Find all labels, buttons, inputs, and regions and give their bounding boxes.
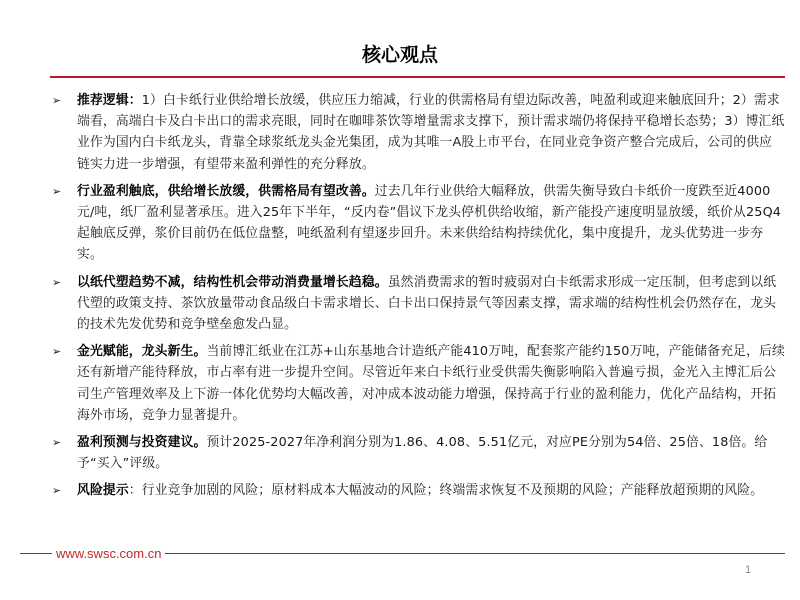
- bullet-heading: 金光赋能，龙头新生。: [77, 344, 207, 360]
- arrow-marker-icon: ➢: [52, 184, 62, 198]
- bullet-text: 当前博汇纸业在江苏+山东基地合计造纸产能410万吨，配套浆产能约150万吨，产能储备充足，后续还有新增产能待释放，市占率有进一步提升空间。尽管近年来白卡纸行业受供需失衡影响陷入普遍亏损，金光入主博汇后公司生产管理效率及上下游一体化优势均大幅改善，对冲成本波动能力增强，保持高于行业的盈利能力，优化产品结构，开拓海外市场，竞争力显著提升。: [77, 344, 785, 423]
- key-points-list: [50, 90, 785, 508]
- arrow-marker-icon: ➢: [52, 436, 62, 450]
- bullet-risk-warning: [50, 480, 785, 501]
- bullet-app-empowerment: [50, 341, 785, 426]
- bullet-industry-profit: [50, 181, 785, 266]
- page-title: 核心观点: [361, 44, 438, 66]
- page-number: 1: [745, 564, 752, 576]
- footer-website-link[interactable]: www.swsc.com.cn: [52, 548, 165, 560]
- arrow-marker-icon: ➢: [52, 94, 62, 107]
- bullet-recommendation-logic: [50, 90, 785, 175]
- bullet-heading: 行业盈利触底，供给增长放缓，供需格局有望改善。: [77, 183, 375, 199]
- bullet-heading: 风险提示: [77, 483, 129, 499]
- bullet-text: 过去几年行业供给大幅释放，供需失衡导致白卡纸价一度跌至近4000元/吨，纸厂盈利显著承压。进入25年下半年，“反内卷”倡议下龙头停机供给收缩，新产能投产速度明显放缓，纸价从25Q4起触底反弹，浆价目前仍在低位盘整，吨纸盈利有望逐步回升。未来供给结构持续优化，集中度提升，龙头优势进一步夯实。: [77, 183, 782, 263]
- bullet-earnings-forecast: [50, 432, 785, 474]
- bullet-heading: 推荐逻辑：: [77, 93, 142, 108]
- arrow-marker-icon: ➢: [52, 484, 62, 498]
- bullet-heading: 以纸代塑趋势不减，结构性机会带动消费量增长趋稳。: [77, 274, 388, 290]
- arrow-marker-icon: ➢: [52, 345, 62, 359]
- bullet-text: 虽然消费需求的暂时疲弱对白卡纸需求形成一定压制，但考虑到以纸代塑的政策支持、茶饮放量带动食品级白卡需求增长、白卡出口保持景气等因素支撑，需求端的结构性机会仍然存在，龙头的技术先发优势和竞争壁垒愈发凸显。: [77, 274, 777, 333]
- arrow-marker-icon: ➢: [52, 275, 62, 289]
- title-divider: [50, 76, 785, 78]
- bullet-text: 1）白卡纸行业供给增长放缓，供应压力缩减，行业的供需格局有望边际改善，吨盈利或迎来触底回升；2）需求端看，高端白卡及白卡出口的需求亮眼，同时在咖啡茶饮等增量需求支撑下，预计需求端仍将保持平稳增长态势；3）博汇纸业作为国内白卡纸龙头，背靠全球浆纸龙头金光集团，成为其唯一A股上市平台，在同业竞争资产整合完成后，公司的供应链实力进一步增强，有望带来盈利弹性的充分释放。: [77, 93, 785, 172]
- bullet-text: 预计2025-2027年净利润分别为1.86、4.08、5.51亿元，对应PE分别为54倍、25倍、18倍。给予“买入”评级。: [77, 435, 768, 472]
- bullet-paper-for-plastic: [50, 272, 785, 336]
- bullet-text: ：行业竞争加剧的风险；原材料成本大幅波动的风险；终端需求恢复不及预期的风险；产能释放超预期的风险。: [128, 483, 764, 499]
- bullet-heading: 盈利预测与投资建议。: [77, 435, 207, 451]
